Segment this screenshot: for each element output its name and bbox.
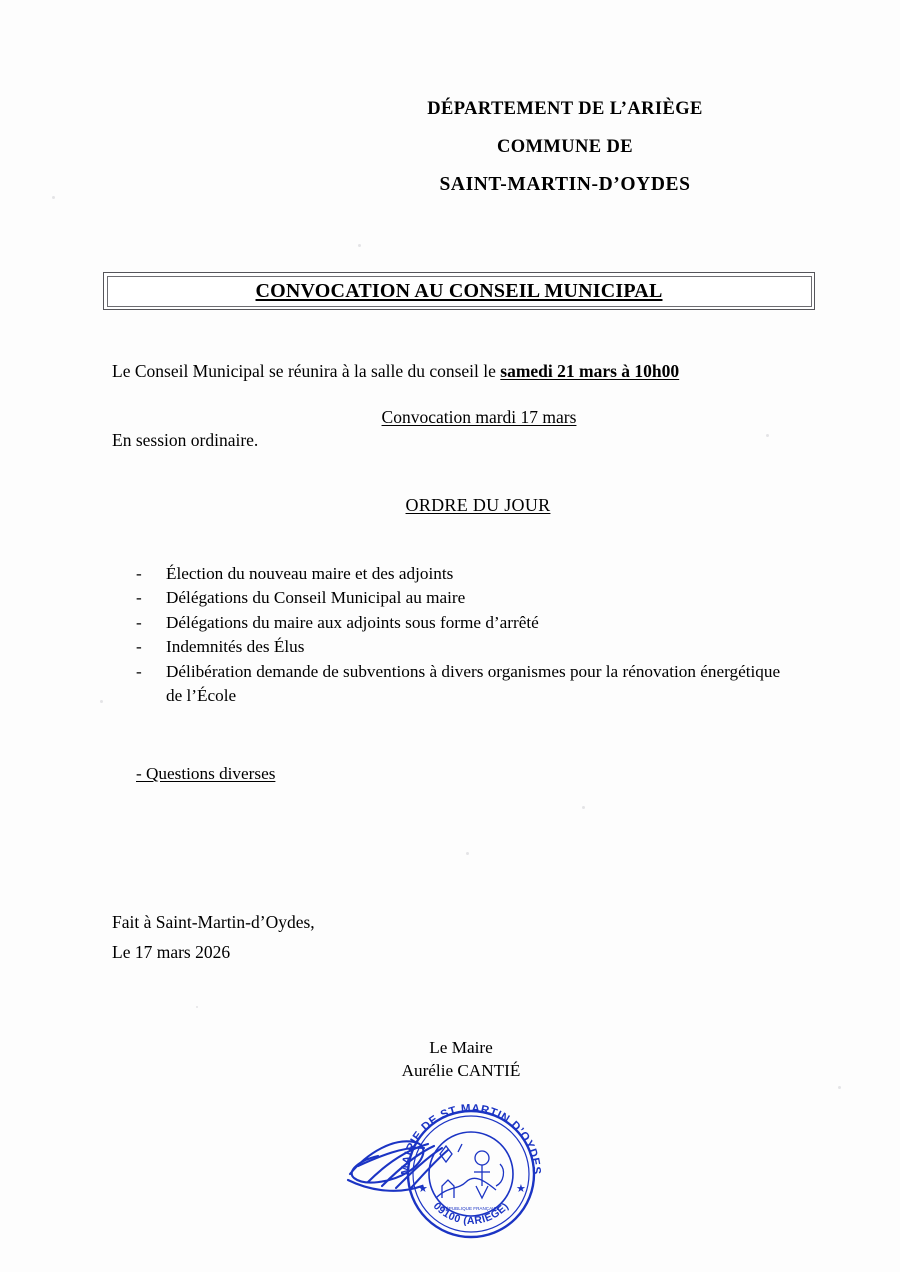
- scan-speckle: [358, 244, 361, 247]
- list-item: [136, 562, 796, 586]
- list-item: [136, 611, 796, 635]
- scan-speckle: [196, 1006, 198, 1008]
- scan-speckle: [582, 806, 585, 809]
- header-commune-name: SAINT-MARTIN-D’OYDES: [439, 174, 691, 195]
- meeting-datetime: samedi 21 mars à 10h00: [500, 361, 680, 381]
- signatory-role: Le Maire: [429, 1038, 493, 1057]
- title-box: [103, 272, 815, 310]
- header-department: DÉPARTEMENT DE L’ARIÈGE: [427, 99, 703, 119]
- agenda-heading: [0, 495, 900, 516]
- document-header: [0, 100, 900, 214]
- list-item: [136, 635, 796, 659]
- svg-text:09100 (ARIEGE): 09100 (ARIEGE): [430, 1200, 512, 1228]
- official-stamp-icon: [338, 1094, 588, 1254]
- agenda-list: [136, 562, 796, 709]
- list-marker: -: [136, 588, 142, 608]
- convocation-date: Convocation mardi 17 mars: [381, 407, 577, 427]
- scan-speckle: [466, 852, 469, 855]
- stamp-and-signature: [338, 1094, 588, 1254]
- list-marker: -: [136, 637, 142, 657]
- page-title: CONVOCATION AU CONSEIL MUNICIPAL: [255, 279, 663, 302]
- scan-speckle: [766, 434, 769, 437]
- svg-text:★: ★: [516, 1183, 526, 1195]
- closing-place: Fait à Saint-Martin-d’Oydes,: [112, 912, 315, 932]
- signature-block: [0, 1036, 900, 1082]
- svg-text:RÉPUBLIQUE FRANÇAISE: RÉPUBLIQUE FRANÇAISE: [442, 1206, 500, 1211]
- agenda-heading-text: ORDRE DU JOUR: [405, 495, 551, 515]
- list-marker: -: [136, 564, 142, 583]
- scan-speckle: [100, 700, 103, 703]
- list-item: [136, 586, 796, 610]
- list-item: [136, 660, 796, 709]
- signatory-name: Aurélie CANTIÉ: [401, 1061, 521, 1081]
- closing-date: Le 17 mars 2026: [112, 942, 231, 962]
- svg-text:MAIRIE DE ST MARTIN D’OYDES: MAIRIE DE ST MARTIN D’OYDES: [399, 1102, 543, 1176]
- intro-text: Le Conseil Municipal se réunira à la salle du conseil le: [112, 361, 501, 381]
- list-item-text: Indemnités des Élus: [166, 637, 305, 657]
- list-item-text: Élection du nouveau maire et des adjoints: [166, 564, 454, 583]
- session-type: En session ordinaire.: [112, 430, 259, 450]
- header-commune-label: COMMUNE DE: [496, 136, 634, 157]
- scan-speckle: [838, 1086, 841, 1089]
- intro-paragraph: [112, 360, 679, 383]
- list-marker: -: [136, 661, 142, 681]
- other-questions: - Questions diverses: [136, 764, 276, 783]
- list-item-text: Délégations du maire aux adjoints sous forme d’arrêté: [166, 612, 539, 632]
- svg-text:★: ★: [418, 1183, 428, 1195]
- title-box-inner: [107, 276, 812, 307]
- convocation-date-line: [0, 407, 900, 428]
- list-item-text: Délibération demande de subventions à divers organismes pour la rénovation énergétique de l’École: [166, 661, 781, 706]
- list-item-text: Délégations du Conseil Municipal au maire: [166, 588, 466, 608]
- list-marker: -: [136, 612, 142, 632]
